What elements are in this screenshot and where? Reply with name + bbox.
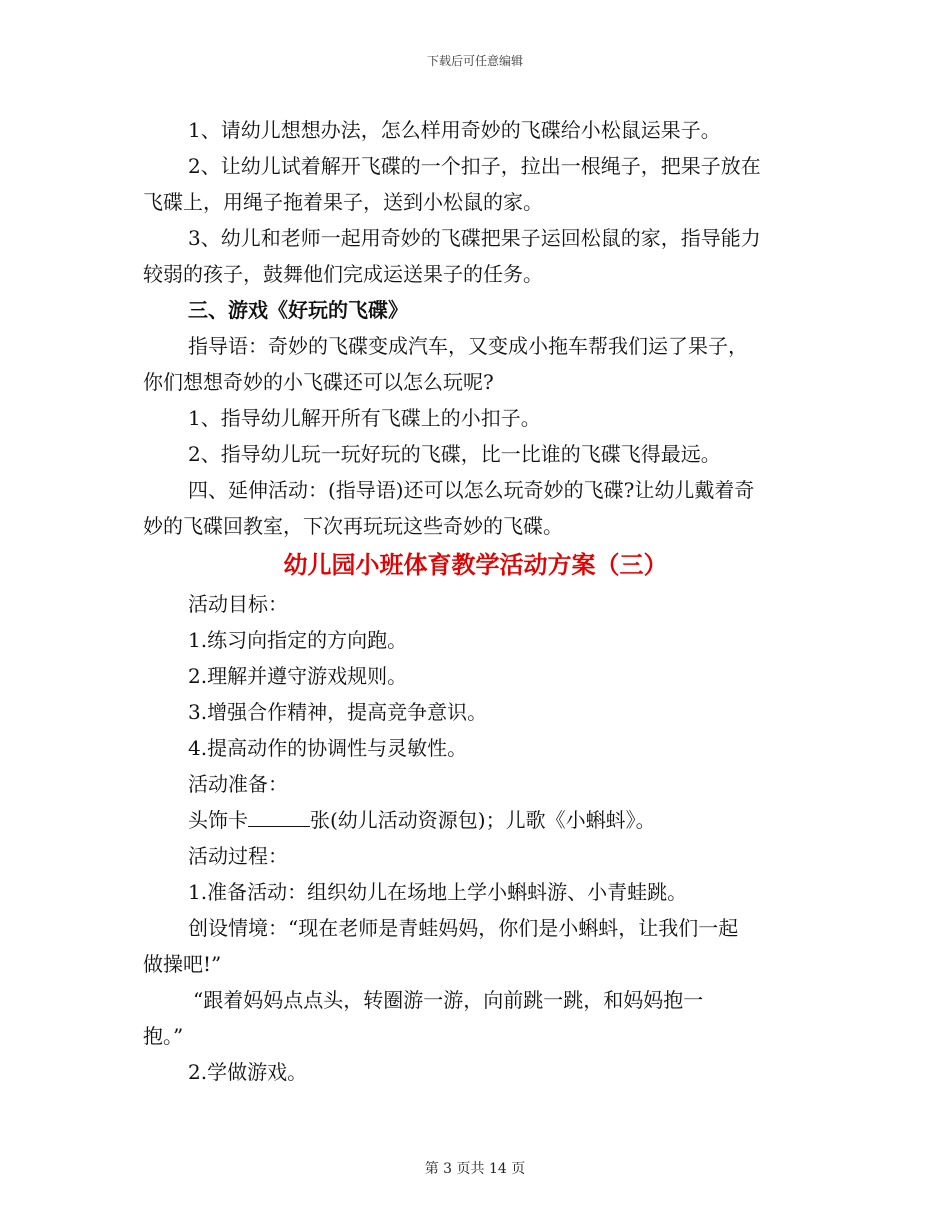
paragraph: 2、让幼儿试着解开飞碟的一个扣子，拉出一根绳子，把果子放在 bbox=[188, 154, 761, 178]
page-header: 下载后可任意编辑 bbox=[426, 54, 523, 68]
section-title: 幼儿园小班体育教学活动方案（三） bbox=[283, 550, 668, 579]
paragraph: 四、延伸活动：(指导语)还可以怎么玩奇妙的飞碟?让幼儿戴着奇 bbox=[188, 478, 755, 502]
prep-materials-line bbox=[143, 802, 808, 838]
document-body bbox=[143, 112, 808, 1090]
page-footer: 第 3 页共 14 页 bbox=[424, 1161, 526, 1177]
paragraph: 三、游戏《好玩的飞碟》 bbox=[188, 298, 408, 322]
paragraph: 做操吧!” bbox=[143, 952, 222, 976]
paragraph: 活动过程： bbox=[188, 844, 288, 868]
paragraph: 2.学做游戏。 bbox=[188, 1060, 308, 1084]
paragraph: 1.准备活动：组织幼儿在场地上学小蝌蚪游、小青蛙跳。 bbox=[188, 880, 688, 904]
activity-goals-block bbox=[143, 586, 808, 802]
paragraph: 1.练习向指定的方向跑。 bbox=[188, 628, 408, 652]
prep-after-text: 张(幼儿活动资源包)；儿歌《小蝌蚪》。 bbox=[310, 808, 656, 832]
paragraph: 活动目标： bbox=[188, 592, 288, 616]
paragraph: 指导语：奇妙的飞碟变成汽车，又变成小拖车帮我们运了果子， bbox=[188, 334, 748, 358]
activity-steps-block bbox=[143, 112, 808, 544]
paragraph: “跟着妈妈点点头，转圈游一游，向前跳一跳，和妈妈抱一 bbox=[193, 988, 704, 1012]
paragraph: 1、请幼儿想想办法，怎么样用奇妙的飞碟给小松鼠运果子。 bbox=[188, 118, 721, 142]
paragraph: 1、指导幼儿解开所有飞碟上的小扣子。 bbox=[188, 406, 541, 430]
paragraph: 活动准备： bbox=[188, 772, 288, 796]
paragraph: 你们想想奇妙的小飞碟还可以怎么玩呢? bbox=[143, 370, 494, 394]
paragraph: 妙的飞碟回教室，下次再玩玩这些奇妙的飞碟。 bbox=[143, 514, 563, 538]
paragraph: 创设情境：“现在老师是青蛙妈妈，你们是小蝌蚪，让我们一起 bbox=[188, 916, 739, 940]
paragraph: 飞碟上，用绳子拖着果子，送到小松鼠的家。 bbox=[143, 190, 543, 214]
paragraph: 4.提高动作的协调性与灵敏性。 bbox=[188, 736, 468, 760]
paragraph: 2.理解并遵守游戏规则。 bbox=[188, 664, 408, 688]
paragraph: 较弱的孩子，鼓舞他们完成运送果子的任务。 bbox=[143, 262, 543, 286]
fill-in-blank bbox=[248, 808, 310, 827]
paragraph: 2、指导幼儿玩一玩好玩的飞碟，比一比谁的飞碟飞得最远。 bbox=[188, 442, 721, 466]
paragraph: 3.增强合作精神，提高竞争意识。 bbox=[188, 700, 488, 724]
paragraph: 抱。” bbox=[143, 1024, 184, 1048]
prep-before-text: 头饰卡 bbox=[188, 808, 248, 832]
activity-process-block bbox=[143, 838, 808, 1090]
paragraph: 3、幼儿和老师一起用奇妙的飞碟把果子运回松鼠的家，指导能力 bbox=[188, 226, 761, 250]
